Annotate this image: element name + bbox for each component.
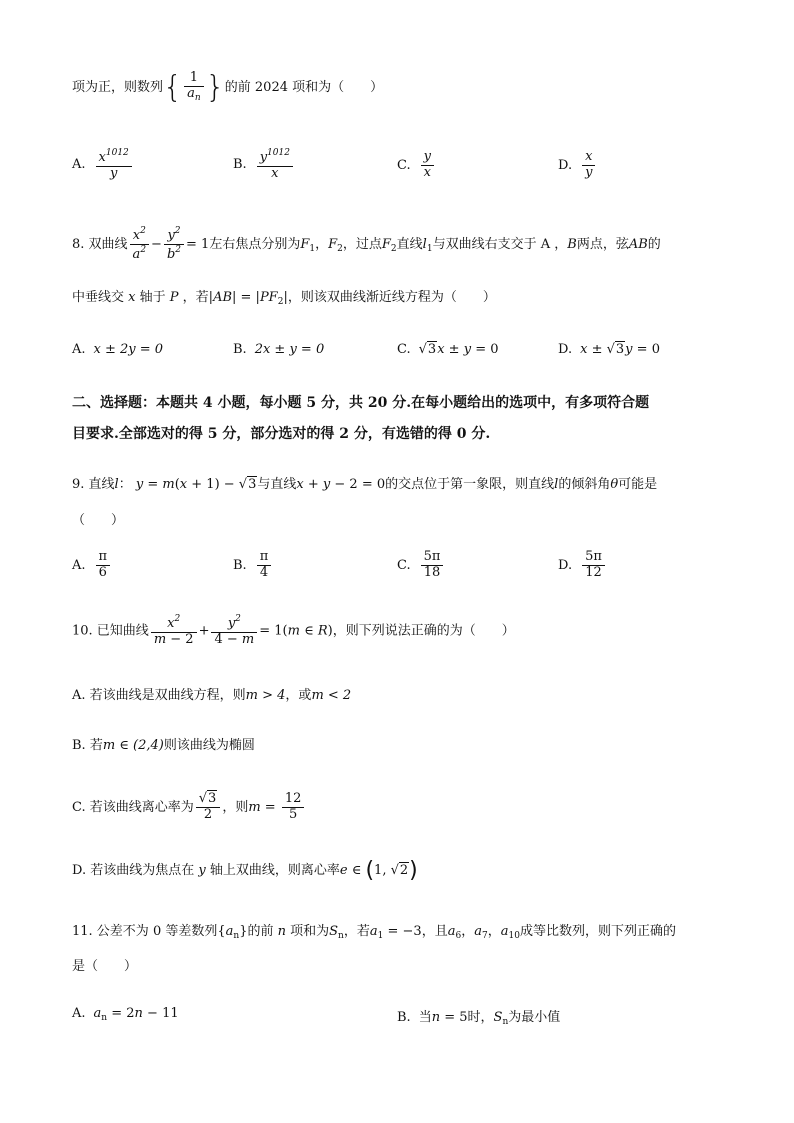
q10-option-c[interactable]: C. 若该曲线离心率为 $\frac{√3}{2}$ ，则m = $\frac{12}{5}$	[72, 792, 306, 823]
q7-tail-text-b: 的前 2024 项和为（ ）	[224, 80, 384, 95]
q10-option-b[interactable]: B. 若m ∈ (2,4)则该曲线为椭圆	[72, 738, 255, 753]
q10-option-a[interactable]: A. 若该曲线是双曲线方程，则m > 4，或m < 2	[72, 688, 352, 703]
q7-sequence-fraction: $\frac{1}{a_n}$	[184, 71, 204, 103]
q10-stem: 10. 已知曲线 $\frac{x^2}{m - 2}$ + $\frac{y^2}{4 - m}$ = 1(m ∈ R)，则下列说法正确的为（ ）	[72, 614, 515, 647]
q9-option-a[interactable]: A. $\frac{\pi}{6}$	[72, 550, 112, 581]
q7-tail-line: 项为正，则数列{ $\frac{1}{a_n}$ }的前 2024 项和为（ ）	[72, 70, 384, 105]
q7-tail-text-a: 项为正，则数列	[72, 80, 164, 95]
q11-option-b[interactable]: B. 当n = 5时，$S_n$为最小值	[397, 1010, 561, 1027]
section-2-heading-line-1: 二、选择题：本题共 4 小题，每小题 5 分，共 20 分.在每小题给出的选项中，有多项符合题	[72, 395, 650, 411]
q8-option-c[interactable]: C. √3x ± y = 0	[397, 342, 499, 357]
q8-option-d[interactable]: D. x ± √3y = 0	[558, 342, 660, 357]
section-2-heading-line-2: 目要求.全部选对的得 5 分，部分选对的得 2 分，有选错的得 0 分.	[72, 426, 491, 442]
q9-option-b[interactable]: B. $\frac{\pi}{4}$	[233, 550, 273, 581]
q7-option-a[interactable]: A. $\frac{x^{1012}}{y}$	[72, 148, 134, 182]
q8-option-a[interactable]: A. x ± 2y = 0	[72, 342, 164, 357]
q11-stem-line-1: 11. 公差不为 0 等差数列$\{a_n\}$的前 n 项和为$S_n$，若$a_1 = -3$，且$a_6$，$a_7$，$a_{10}$成等比数列，则下列正确的	[72, 924, 676, 941]
q9-option-c[interactable]: C. $\frac{5\pi}{18}$	[397, 550, 445, 581]
q9-stem-line-2: （ ）	[72, 513, 125, 528]
q7-option-c[interactable]: C. $\frac{y}{x}$	[397, 150, 436, 181]
q9-stem-line-1: 9. 直线l： y = m(x + 1) − √3与直线x + y − 2 = 0的交点位于第一象限，则直线l的倾斜角θ可能是	[72, 477, 658, 492]
q11-stem-line-2: 是（ ）	[72, 959, 138, 974]
q8-option-b[interactable]: B. 2x ± y = 0	[233, 342, 325, 357]
q8-stem-line-2: 中垂线交 x 轴于 P ，若$|AB| = |PF_2|$，则该双曲线渐近线方程为（ ）	[72, 290, 496, 307]
q7-option-b[interactable]: B. $\frac{y^{1012}}{x}$	[233, 148, 295, 182]
q11-option-a[interactable]: A. $a_n = 2n - 11$	[72, 1006, 179, 1023]
q10-option-d[interactable]: D. 若该曲线为焦点在 y 轴上双曲线，则离心率e ∈ (1, √2)	[72, 858, 418, 883]
q8-stem-line-1: 8. 双曲线 $\frac{x^2}{a^2}$ − $\frac{y^2}{b^2}$ = 1左右焦点分别为$F_1$，$F_2$，过点$F_2$直线$l_1$与双曲线右支交于 A ，B两点，弦AB的	[72, 226, 661, 262]
q7-option-d[interactable]: D. $\frac{x}{y}$	[558, 150, 597, 181]
q9-option-d[interactable]: D. $\frac{5\pi}{12}$	[558, 550, 607, 581]
